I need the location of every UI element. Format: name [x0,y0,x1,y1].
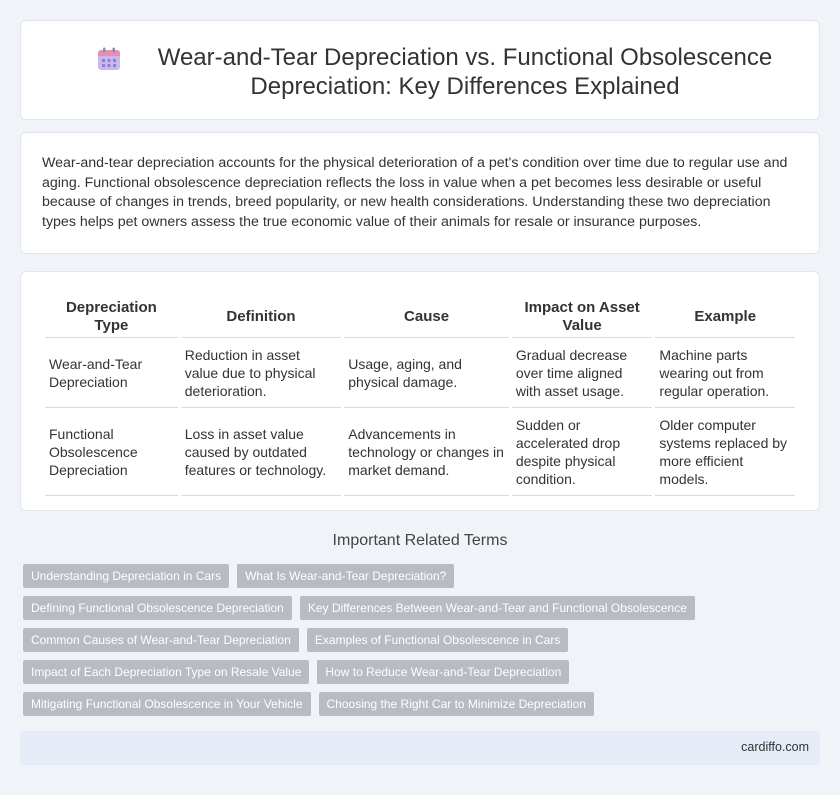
header-depreciation-type: Depreciation Type [45,296,178,338]
header-cause: Cause [344,296,509,338]
related-term-tag[interactable]: Examples of Functional Obsolescence in Cars [307,628,568,652]
header-impact: Impact on Asset Value [512,296,653,338]
related-term-tag[interactable]: Mitigating Functional Obsolescence in Your Vehicle [23,692,311,716]
related-term-tag[interactable]: Understanding Depreciation in Cars [23,564,229,588]
table-cell: Reduction in asset value due to physical deterioration. [181,338,342,408]
table-cell: Sudden or accelerated drop despite physical condition. [512,408,653,496]
calendar-icon [96,46,122,72]
comparison-table [42,296,798,496]
table-header-row [45,296,795,338]
table-cell: Wear-and-Tear Depreciation [45,338,178,408]
table-row [45,408,795,496]
related-terms-heading: Important Related Terms [332,532,508,549]
comparison-table-card [20,271,820,511]
header-definition: Definition [181,296,342,338]
table-cell: Older computer systems replaced by more efficient models. [655,408,795,496]
related-terms-list [23,564,723,716]
page-title: Wear-and-Tear Depreciation vs. Functional Obsolescence Depreciation: Key Differences Explained [157,44,773,100]
related-term-tag[interactable]: Key Differences Between Wear-and-Tear and Functional Obsolescence [300,596,695,620]
footer [20,731,820,765]
related-term-tag[interactable]: Choosing the Right Car to Minimize Depreciation [319,692,594,716]
table-row [45,338,795,408]
table-cell: Loss in asset value caused by outdated features or technology. [181,408,342,496]
table-cell: Functional Obsolescence Depreciation [45,408,178,496]
related-term-tag[interactable]: Impact of Each Depreciation Type on Resale Value [23,660,309,684]
intro-paragraph: Wear-and-tear depreciation accounts for the physical deterioration of a pet's condition over time due to regular use and aging. Functional obsolescence depreciation reflects the loss in value when a pet becomes less desirable or useful because of changes in trends, breed popularity, or new health considerations. Understanding these two depreciation types helps pet owners assess the true economic value of their animals for resale or insurance purposes. [42,155,788,230]
header-example: Example [655,296,795,338]
header-card [20,20,820,120]
related-term-tag[interactable]: How to Reduce Wear-and-Tear Depreciation [317,660,569,684]
intro-card [20,132,820,254]
related-term-tag[interactable]: Common Causes of Wear-and-Tear Depreciation [23,628,299,652]
table-cell: Gradual decrease over time aligned with asset usage. [512,338,653,408]
table-cell: Machine parts wearing out from regular operation. [655,338,795,408]
site-link[interactable]: cardiffo.com [741,740,809,754]
related-term-tag[interactable]: What Is Wear-and-Tear Depreciation? [237,564,454,588]
related-term-tag[interactable]: Defining Functional Obsolescence Depreciation [23,596,292,620]
table-cell: Usage, aging, and physical damage. [344,338,509,408]
table-cell: Advancements in technology or changes in market demand. [344,408,509,496]
